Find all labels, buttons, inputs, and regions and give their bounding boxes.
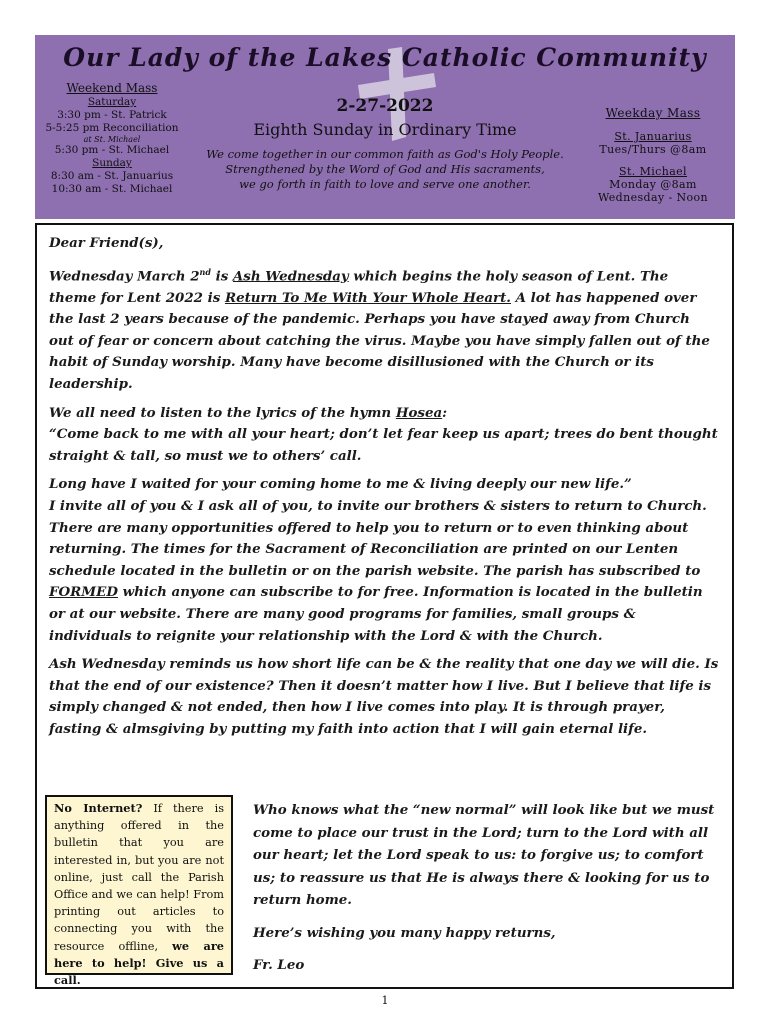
letter-body bbox=[49, 233, 719, 748]
liturgical-sunday: Eighth Sunday in Ordinary Time bbox=[253, 120, 517, 139]
notice-lead: No Internet? bbox=[54, 801, 143, 815]
p1-text-c: which begins the holy season of Lent. The theme for Lent 2022 is bbox=[49, 268, 669, 306]
p2-text-a: We all need to listen to the lyrics of the hymn bbox=[49, 404, 396, 421]
formed-term: FORMED bbox=[49, 584, 118, 601]
weekend-mass-schedule bbox=[37, 81, 187, 196]
weekday-mass-heading: Weekday Mass bbox=[605, 106, 701, 120]
motto-line-3: we go forth in faith to love and serve one another. bbox=[239, 177, 531, 191]
lent-theme: Return To Me With Your Whole Heart. bbox=[224, 289, 511, 306]
reconciliation-location: at St. Michael bbox=[83, 135, 141, 144]
sunday-mass-2: 10:30 am - St. Michael bbox=[51, 183, 173, 195]
paragraph-ash-wednesday: Ash Wednesday reminds us how short life can be & the reality that one day we will die. Is that the end of our existence? Then it doesn’t matter how I live. But I believe that life is simply changed & not ended, then how I live comes into play. It is through prayer, fasting & almsgiving by putting my faith into action that I will gain eternal life. bbox=[49, 656, 719, 737]
p4-text-b: I invite all of you & I ask all of you, to invite our brothers & sisters to return to Church. There are many opportunities offered to help you to return or to even thinking about returning. The times for the Sacrament of Reconciliation are printed on our Lenten schedule located in the bulletin or on the parish website. The parish has subscribed to bbox=[49, 498, 707, 579]
p1-text-d: A lot has happened over the last 2 years because of the pandemic. Perhaps you have stayed away from Church out of fear or concern about catching the virus. Maybe you have simply fallen out of the habit of Sunday worship. Many have become disillusioned with the Church or its leadership. bbox=[49, 289, 710, 393]
michael-time-1: Monday @8am bbox=[609, 178, 697, 191]
paragraph-lent bbox=[49, 262, 719, 396]
bulletin-date-block bbox=[193, 95, 577, 192]
sunday-label: Sunday bbox=[92, 157, 132, 169]
paragraph-lyrics: “Come back to me with all your heart; don’t let fear keep us apart; trees do bent thought straight & tall, so must we to others’ call. bbox=[49, 426, 718, 464]
no-internet-notice bbox=[45, 795, 233, 988]
paragraph-invite bbox=[49, 474, 719, 647]
motto-line-1: We come together in our common faith as God's Holy People. bbox=[206, 147, 564, 161]
weekday-mass-schedule bbox=[583, 107, 723, 204]
michael-time-2: Wednesday - Noon bbox=[597, 191, 709, 204]
ash-wednesday-term: Ash Wednesday bbox=[232, 268, 349, 285]
closing-paragraph: Who knows what the “new normal” will look like but we must come to place our trust in the Lord; turn to the Lord with all our heart; let the Lord speak to us: to forgive us; to comfort us; to reassure us that He is always there & looking for us to return home. bbox=[253, 802, 715, 908]
bulletin-header bbox=[35, 35, 735, 219]
bulletin-date: 2-27-2022 bbox=[336, 96, 434, 116]
januarius-times: Tues/Thurs @8am bbox=[599, 143, 707, 156]
p1-text-b: is bbox=[210, 268, 233, 285]
closing-wish: Here’s wishing you many happy returns, bbox=[253, 924, 556, 941]
parish-title: Our Lady of the Lakes Catholic Community bbox=[63, 43, 707, 72]
sunday-mass-1: 8:30 am - St. Januarius bbox=[50, 170, 174, 182]
p2-text-b: : bbox=[442, 404, 448, 421]
salutation: Dear Friend(s), bbox=[49, 235, 164, 251]
michael-label: St. Michael bbox=[619, 165, 687, 178]
januarius-label: St. Januarius bbox=[614, 130, 692, 143]
weekend-mass-heading: Weekend Mass bbox=[66, 81, 158, 95]
hymn-title: Hosea bbox=[395, 404, 443, 421]
p4-text-a: Long have I waited for your coming home to me & living deeply our new life.” bbox=[49, 476, 632, 493]
signature: Fr. Leo bbox=[253, 957, 305, 973]
p4-text-c: which anyone can subscribe to for free. Information is located in the bulletin or at our website. There are many good programs for families, small groups & individuals to reignite your relationship with the Lord & with the Church. bbox=[49, 584, 703, 644]
saturday-mass-2: 5:30 pm - St. Michael bbox=[54, 144, 170, 156]
pastor-letter bbox=[35, 223, 734, 989]
parish-motto bbox=[193, 147, 577, 192]
page-number: 1 bbox=[381, 994, 389, 1007]
motto-line-2: Strengthened by the Word of God and His sacraments, bbox=[225, 162, 545, 176]
saturday-reconciliation: 5-5:25 pm Reconciliation bbox=[45, 122, 179, 134]
notice-body: If there is anything offered in the bulletin that you are interested in, but you are not online, just call the Parish Office and we can help! From printing out articles to connecting you with the resource offline, bbox=[54, 802, 224, 953]
notice-tail: we are here to help! Give us a call. bbox=[54, 938, 224, 988]
p1-superscript: nd bbox=[199, 266, 211, 277]
letter-closing bbox=[253, 799, 721, 987]
saturday-label: Saturday bbox=[87, 96, 137, 108]
p1-text-a: Wednesday March 2 bbox=[49, 268, 200, 285]
saturday-mass-1: 3:30 pm - St. Patrick bbox=[57, 109, 167, 121]
paragraph-hymn bbox=[49, 403, 719, 425]
